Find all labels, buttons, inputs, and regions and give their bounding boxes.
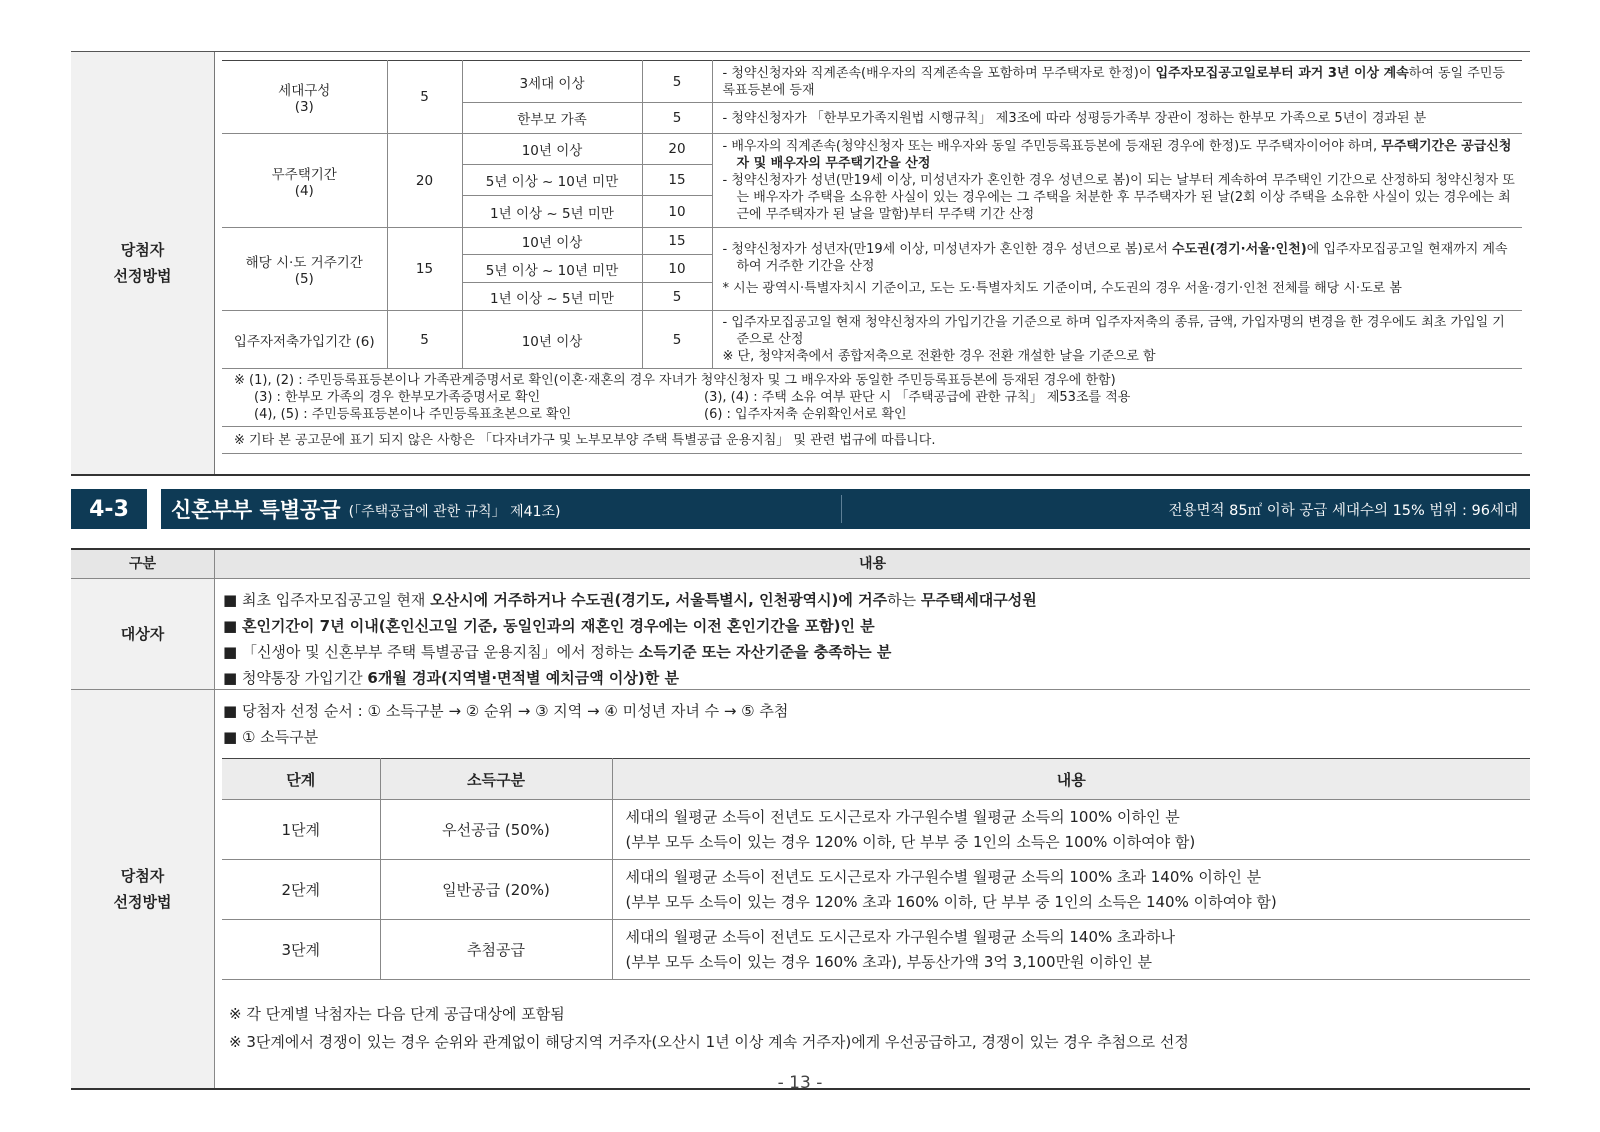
eligibility-item: ■ 「신생아 및 신혼부부 주택 특별공급 운용지침」에서 정하는 소득기준 또는 자산기준을 충족하는 분 [223,643,892,661]
scoring-table [222,60,1522,454]
sub-criterion: 5년 이상 ~ 10년 미만 [462,165,642,196]
note-line: (3) : 한부모 가족의 경우 한부모가족증명서로 확인 [254,390,541,405]
eligibility-item: ■ 혼인기간이 7년 이내(혼인신고일 기준, 동일인과의 재혼인 경우에는 이전 혼인기간을 포함)인 분 [223,617,875,635]
note-line: (6) : 입주자저축 순위확인서로 확인 [704,407,907,422]
criterion-description: - 청약신청자와 직계존속(배우자의 직계존속을 포함하며 무주택자로 한정)이 입주자모집공고일로부터 과거 3년 이상 계속하여 동일 주민등록표등본에 등재 [712,61,1522,103]
sub-criterion: 1년 이상 ~ 5년 미만 [462,196,642,228]
table-header [71,550,1530,579]
table-row [222,860,1530,920]
header-content: 내용 [612,759,1530,800]
sub-criterion: 5년 이상 ~ 10년 미만 [462,255,642,283]
criterion-residence-period: 해당 시·도 거주기간 (5) [222,228,387,311]
eligibility-item: ■ 청약통장 가입기간 6개월 경과(지역별·면적별 예치금액 이상)한 분 [223,669,679,687]
score: 5 [642,61,712,103]
note-line: (4), (5) : 주민등록표등본이나 주민등록표초본으로 확인 [254,407,572,422]
stage-cell: 3단계 [222,920,380,980]
score: 15 [642,228,712,255]
newlywed-special-supply-table [71,548,1530,1090]
page-number: - 13 - [777,1073,823,1093]
income-stage-table [222,758,1530,980]
income-table-header [222,759,1530,800]
score: 10 [642,196,712,228]
supply-scope: 전용면적 85㎡ 이하 공급 세대수의 15% 범위 : 96세대 [1168,502,1518,519]
note-line: ※ 3단계에서 경쟁이 있는 경우 순위와 관계없이 해당지역 거주자(오산시 1년 이상 계속 거주자)에게 우선공급하고, 경쟁이 있는 경우 추첨으로 선정 [229,1033,1189,1051]
max-score: 5 [387,61,462,134]
eligibility-list [223,587,1037,691]
sub-criterion: 한부모 가족 [462,103,642,134]
verification-notes [222,369,1522,427]
score: 5 [642,311,712,369]
note-line: ※ 각 단계별 낙첨자는 다음 단계 공급대상에 포함됨 [229,1005,565,1023]
side-label-line1: 당첨자 [120,241,165,259]
header-stage: 단계 [222,759,380,800]
section-subtitle: (「주택공급에 관한 규칙」 제41조) [348,504,561,520]
sub-criterion: 1년 이상 ~ 5년 미만 [462,283,642,311]
income-category-line: ■ ① 소득구분 [223,728,319,746]
score: 15 [642,165,712,196]
sub-criterion: 10년 이상 [462,228,642,255]
general-note: ※ 기타 본 공고문에 표기 되지 않은 사항은 「다자녀가구 및 노부모부양 주택 특별공급 운용지침」 및 관련 법규에 따릅니다. [222,427,1522,454]
eligibility-item: ■ 최초 입주자모집공고일 현재 오산시에 거주하거나 수도권(경기도, 서울특별시, 인천광역시)에 거주하는 무주택세대구성원 [223,591,1037,609]
stage-cell: 2단계 [222,860,380,920]
criterion-description: - 입주자모집공고일 현재 청약신청자의 가입기간을 기준으로 하며 입주자저축의 종류, 금액, 가입자명의 변경을 한 경우에도 최초 가입일 기준으로 산정 ※ 단, 청약저축에서 종합저축으로 전환한 경우 전환 개설한 날을 기준으로 함 [712,311,1522,369]
note-line: (3), (4) : 주택 소유 여부 판단 시 「주택공급에 관한 규칙」 제53조를 적용 [704,390,1131,405]
max-score: 15 [387,228,462,311]
score: 10 [642,255,712,283]
section-title-bar [161,489,1530,529]
income-type-cell: 우선공급 (50%) [380,800,612,860]
content-cell: 세대의 월평균 소득이 전년도 도시근로자 가구원수별 월평균 소득의 100% 초과 140% 이하인 분 (부부 모두 소득이 있는 경우 120% 초과 160% 이하, 단 부부 중 1인의 소득은 140% 이하여야 함) [612,860,1530,920]
title-divider [841,495,842,523]
selection-order [223,698,788,750]
scoring-criteria-section [71,51,1530,476]
selection-method-row [71,690,1530,1088]
eligibility-row [71,579,1530,690]
header-content: 내용 [858,556,887,572]
note-line: ※ (1), (2) : 주민등록표등본이나 가족관계증명서로 확인(이혼·재혼의 경우 자녀가 청약신청자 및 그 배우자와 동일한 주민등록표등본에 등재된 경우에 한함) [234,373,1116,388]
content-cell: 세대의 월평균 소득이 전년도 도시근로자 가구원수별 월평균 소득의 100% 이하인 분 (부부 모두 소득이 있는 경우 120% 이하, 단 부부 중 1인의 소득은 100% 이하여야 함) [612,800,1530,860]
criterion-description: - 배우자의 직계존속(청약신청자 또는 배우자와 동일 주민등록표등본에 등재된 경우에 한정)도 무주택자이어야 하며, 무주택기간은 공급신청자 및 배우자의 무주택기간을 산정 - 청약신청자가 성년(만19세 이상, 미성년자가 혼인한 경우 성년으로 봄)이 되는 날부터 계속하여 무주택인 기간으로 산정하되 청약신청자 또는 배우자가 주택을 소유한 사실이 있는 경우에는 그 주택을 처분한 후 무주택자가 된 날(2회 이상 주택을 소유한 사실이 있는 경우에는 최근에 무주택자가 된 날을 말함)부터 무주택 기간 산정 [712,134,1522,228]
criterion-description: - 청약신청자가 「한부모가족지원법 시행규칙」 제3조에 따라 성평등가족부 장관이 정하는 한부모 가족으로 5년이 경과된 분 [712,103,1522,134]
row-label-selection-method: 당첨자 선정방법 [71,690,215,1088]
income-type-cell: 추첨공급 [380,920,612,980]
score: 5 [642,103,712,134]
criterion-savings-period: 입주자저축가입기간 (6) [222,311,387,369]
table-row [222,800,1530,860]
max-score: 5 [387,311,462,369]
selection-notes [229,1000,1189,1056]
income-type-cell: 일반공급 (20%) [380,860,612,920]
criterion-household: 세대구성 (3) [222,61,387,134]
criterion-homeless-period: 무주택기간 (4) [222,134,387,228]
header-category: 구분 [71,550,215,578]
sub-criterion: 3세대 이상 [462,61,642,103]
stage-cell: 1단계 [222,800,380,860]
table-row [222,920,1530,980]
side-label-line2: 선정방법 [113,267,172,285]
section-number: 4-3 [71,489,147,529]
max-score: 20 [387,134,462,228]
content-cell: 세대의 월평균 소득이 전년도 도시근로자 가구원수별 월평균 소득의 140% 초과하나 (부부 모두 소득이 있는 경우 160% 초과), 부동산가액 3억 3,100만원 이하인 분 [612,920,1530,980]
section-title: 신혼부부 특별공급 [171,498,341,522]
sub-criterion: 10년 이상 [462,311,642,369]
score: 5 [642,283,712,311]
sub-criterion: 10년 이상 [462,134,642,165]
selection-order-line: ■ 당첨자 선정 순서 : ① 소득구분 → ② 순위 → ③ 지역 → ④ 미성년 자녀 수 → ⑤ 추첨 [223,702,789,720]
row-label-winner-selection [71,52,215,474]
score: 20 [642,134,712,165]
header-income-type: 소득구분 [380,759,612,800]
criterion-description: - 청약신청자가 성년자(만19세 이상, 미성년자가 혼인한 경우 성년으로 봄)로서 수도권(경기·서울·인천)에 입주자모집공고일 현재까지 계속하여 거주한 기간을 산정 * 시는 광역시·특별자치시 기준이고, 도는 도·특별자치도 기준이며, 수도권의 경우 서울·경기·인천 전체를 해당 시·도로 봄 [712,228,1522,311]
row-label-eligibility: 대상자 [71,579,215,689]
